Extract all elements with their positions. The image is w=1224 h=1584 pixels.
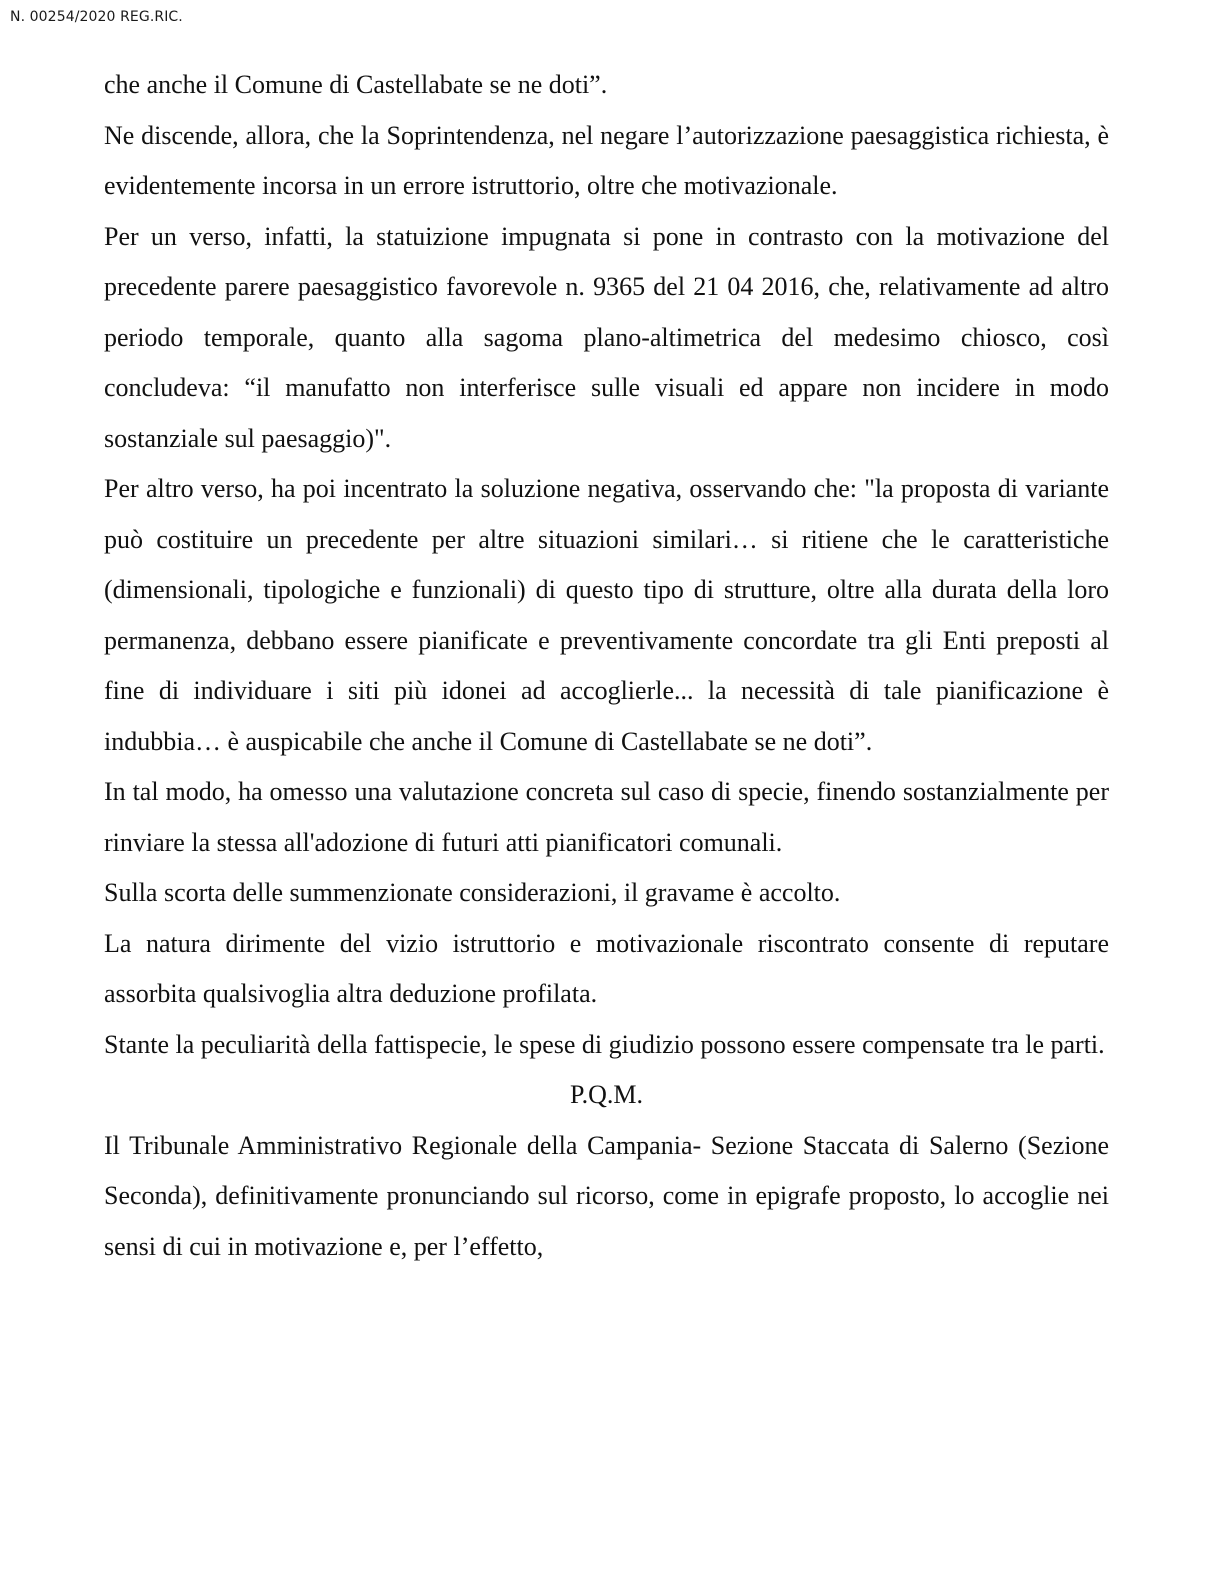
- paragraph-2: Ne discende, allora, che la Soprintendenza, nel negare l’autorizzazione paesaggistica richiesta, è evidentemente incorsa in un errore istruttorio, oltre che motivazionale.: [104, 120, 1109, 200]
- paragraph-8: Stante la peculiarità della fattispecie, le spese di giudizio possono essere compensate tra le parti.: [104, 1029, 1105, 1059]
- document-body: [104, 60, 1109, 1272]
- paragraph-3: Per un verso, infatti, la statuizione impugnata si pone in contrasto con la motivazione del precedente parere paesaggistico favorevole n. 9365 del 21 04 2016, che, relativamente ad altro periodo temporale, quanto alla sagoma plano-altimetrica del medesimo chiosco, così concludeva: “il manufatto non interferisce sulle visuali ed appare non incidere in modo sostanziale sul paesaggio)".: [104, 221, 1109, 453]
- paragraph-6: Sulla scorta delle summenzionate considerazioni, il gravame è accolto.: [104, 878, 841, 907]
- final-paragraph: Il Tribunale Amministrativo Regionale della Campania- Sezione Staccata di Salerno (Sezione Seconda), definitivamente pronunciando sul ricorso, come in epigrafe proposto, lo accoglie nei sensi di cui in motivazione e, per l’effetto,: [104, 1130, 1109, 1261]
- paragraph-4: Per altro verso, ha poi incentrato la soluzione negativa, osservando che: "la proposta di variante può costituire un precedente per altre situazioni similari… si ritiene che le caratteristiche (dimensionali, tipologiche e funzionali) di questo tipo di strutture, oltre alla durata della loro permanenza, debbano essere pianificate e preventivamente concordate tra gli Enti preposti al fine di individuare i siti più idonei ad accoglierle... la necessità di tale pianificazione è indubbia… è auspicabile che anche il Comune di Castellabate se ne doti”.: [104, 474, 1109, 756]
- paragraph-1: che anche il Comune di Castellabate se ne doti”.: [104, 70, 608, 99]
- paragraph-7: La natura dirimente del vizio istruttorio e motivazionale riscontrato consente di reputare assorbita qualsivoglia altra deduzione profilata.: [104, 928, 1109, 1008]
- section-heading-pqm: P.Q.M.: [570, 1080, 643, 1109]
- document-reference-number: N. 00254/2020 REG.RIC.: [10, 9, 183, 25]
- paragraph-5: In tal modo, ha omesso una valutazione concreta sul caso di specie, finendo sostanzialmente per rinviare la stessa all'adozione di futuri atti pianificatori comunali.: [104, 777, 1109, 857]
